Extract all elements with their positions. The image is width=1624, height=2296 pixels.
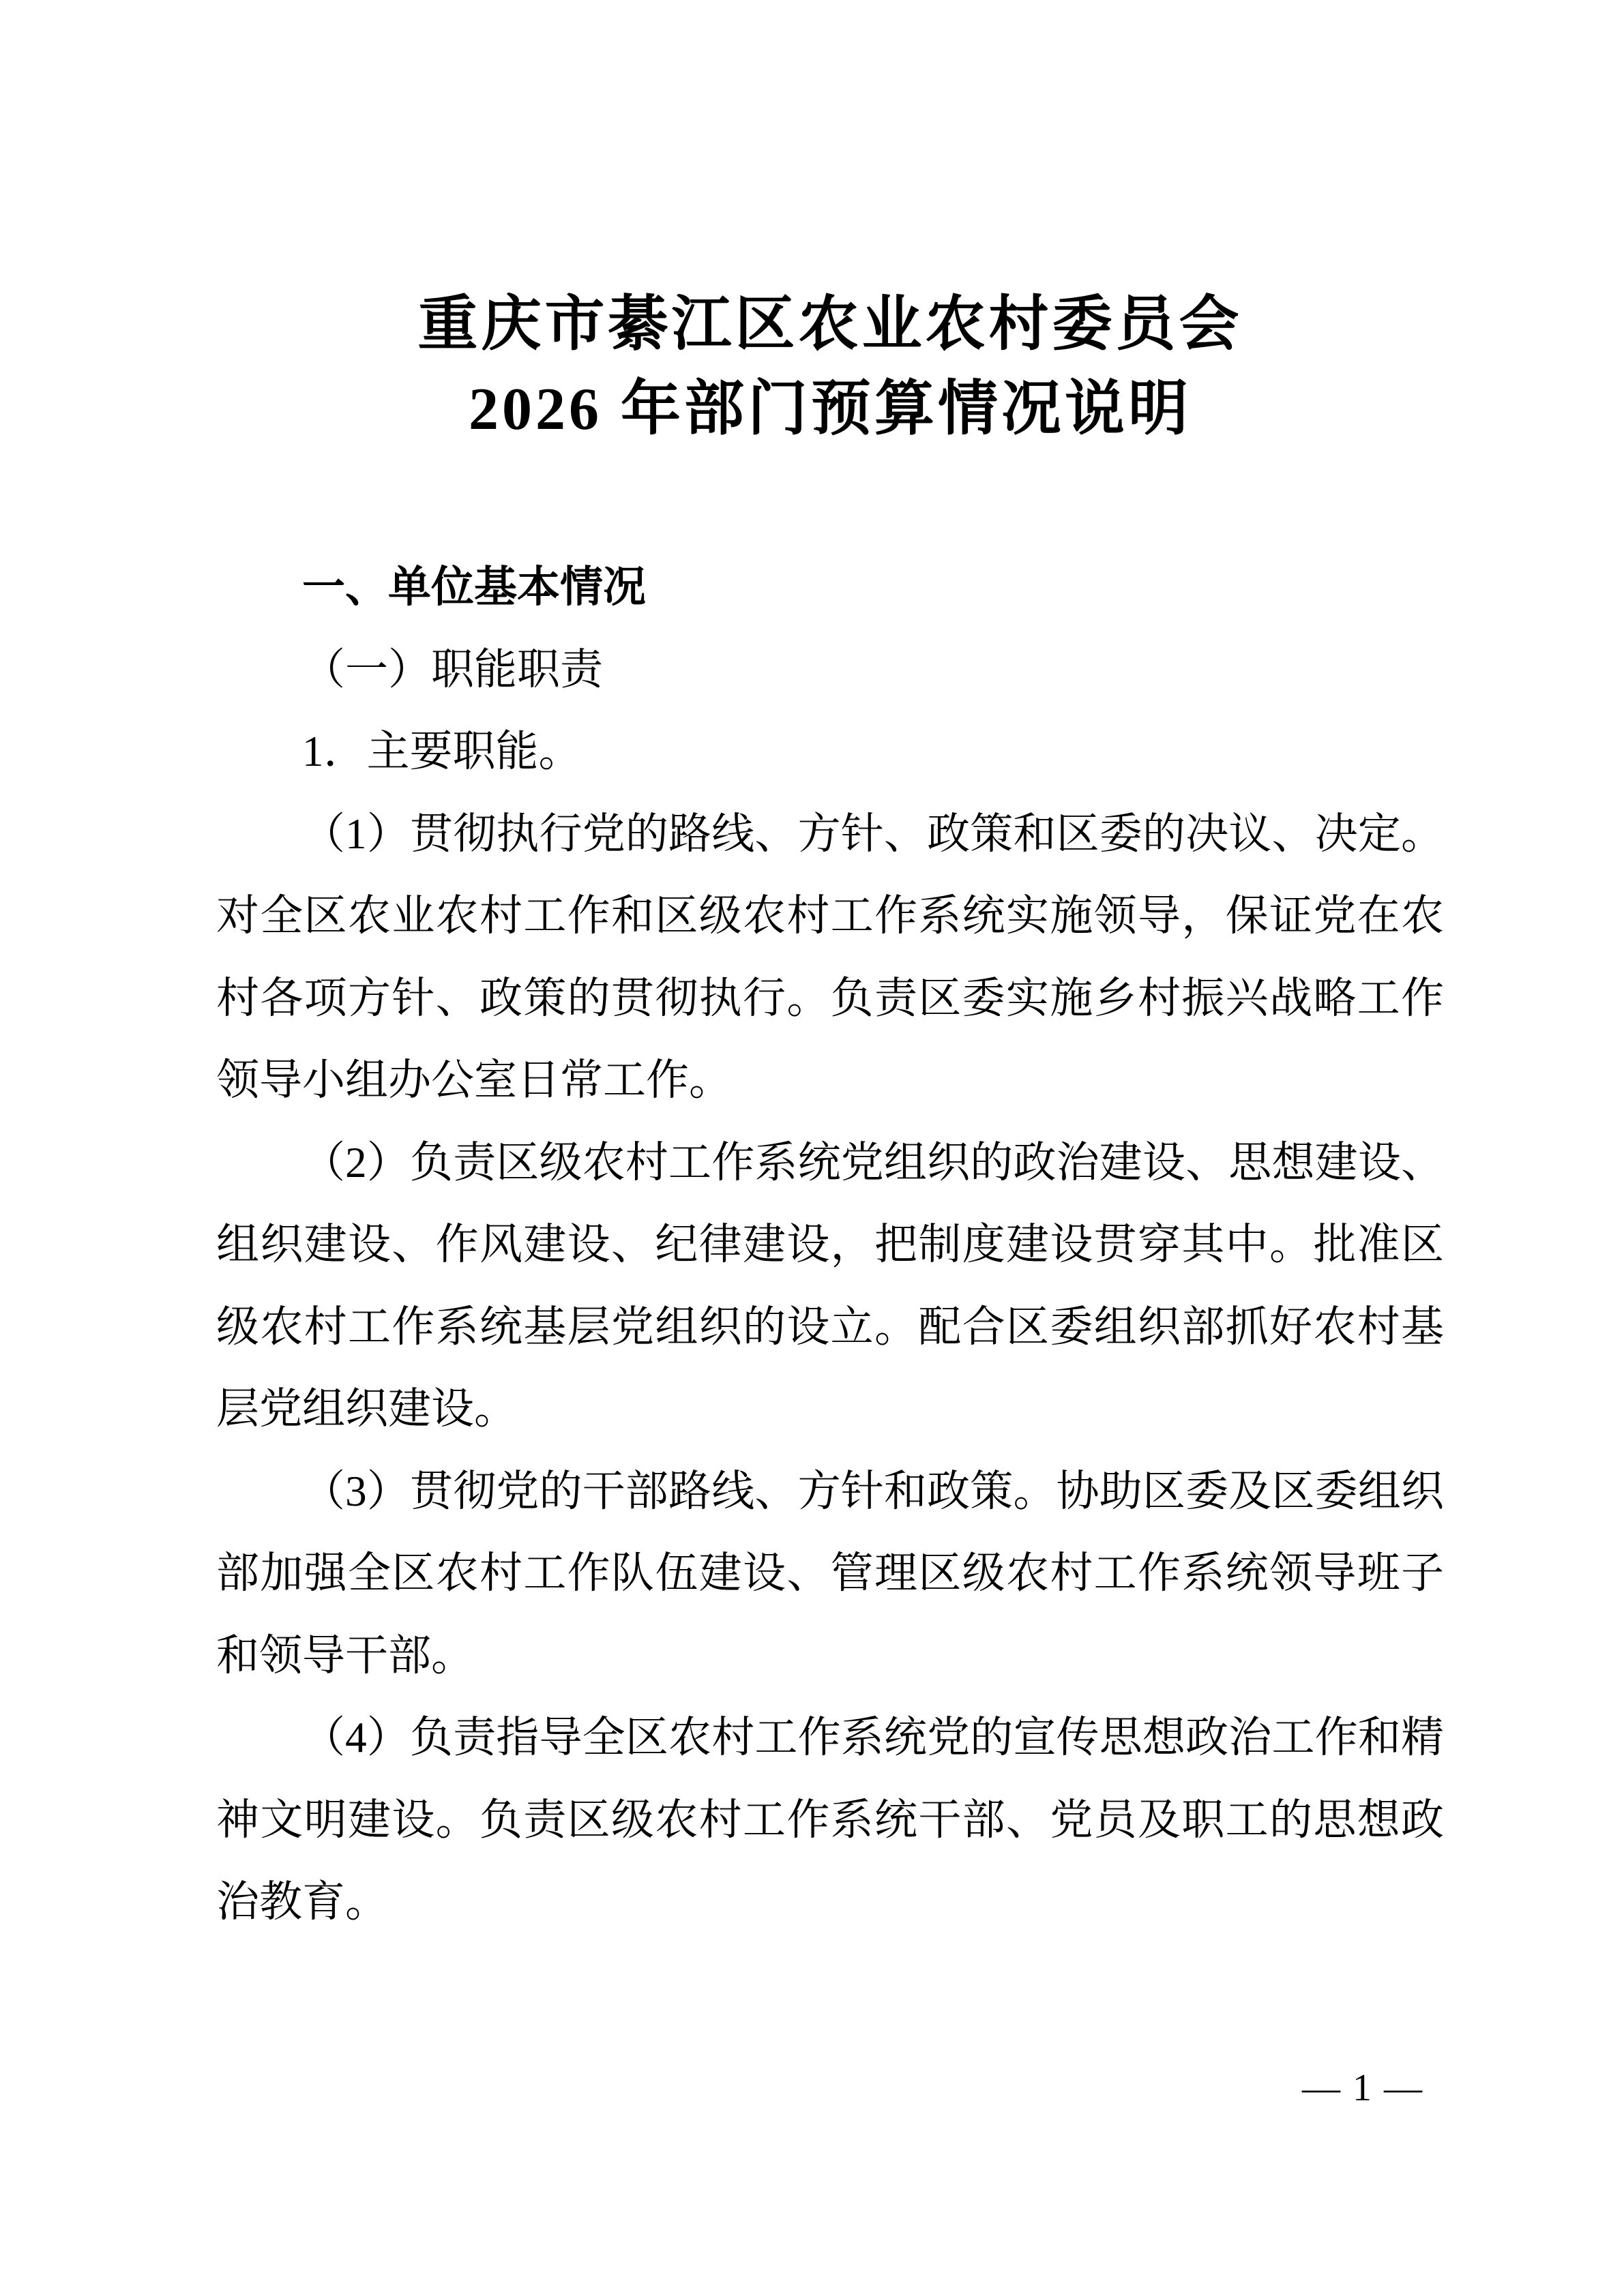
title-line-1: 重庆市綦江区农业农村委员会 (417, 292, 1243, 358)
paragraph-3: （3）贯彻党的干部路线、方针和政策。协助区委及区委组织部加强全区农村工作队伍建设、管理区级农村工作系统领导班子和领导干部。 (216, 1467, 1444, 1680)
document-title (216, 283, 1444, 452)
document-body (216, 546, 1444, 1943)
paragraph-1: （1）贯彻执行党的路线、方针、政策和区委的决议、决定。对全区农业农村工作和区级农村工作系统实施领导，保证党在农村各项方针、政策的贯彻执行。负责区委实施乡村振兴战略工作领导小组办公室日常工作。 (216, 809, 1444, 1104)
paragraph-2: （2）负责区级农村工作系统党组织的政治建设、思想建设、组织建设、作风建设、纪律建设，把制度建设贯穿其中。批准区级农村工作系统基层党组织的设立。配合区委组织部抓好农村基层党组织建设。 (216, 1138, 1444, 1433)
item-heading: 1．主要职能。 (302, 728, 582, 775)
page-number: — 1 — (1302, 2067, 1423, 2109)
document-content (216, 0, 1444, 1943)
subsection-heading: （一）职能职责 (302, 645, 603, 694)
title-line-2: 2026 年部门预算情况说明 (468, 376, 1192, 443)
section-heading: 一、单位基本情况 (302, 563, 646, 611)
paragraph-4: （4）负责指导全区农村工作系统党的宣传思想政治工作和精神文明建设。负责区级农村工作系统干部、党员及职工的思想政治教育。 (216, 1714, 1444, 1926)
